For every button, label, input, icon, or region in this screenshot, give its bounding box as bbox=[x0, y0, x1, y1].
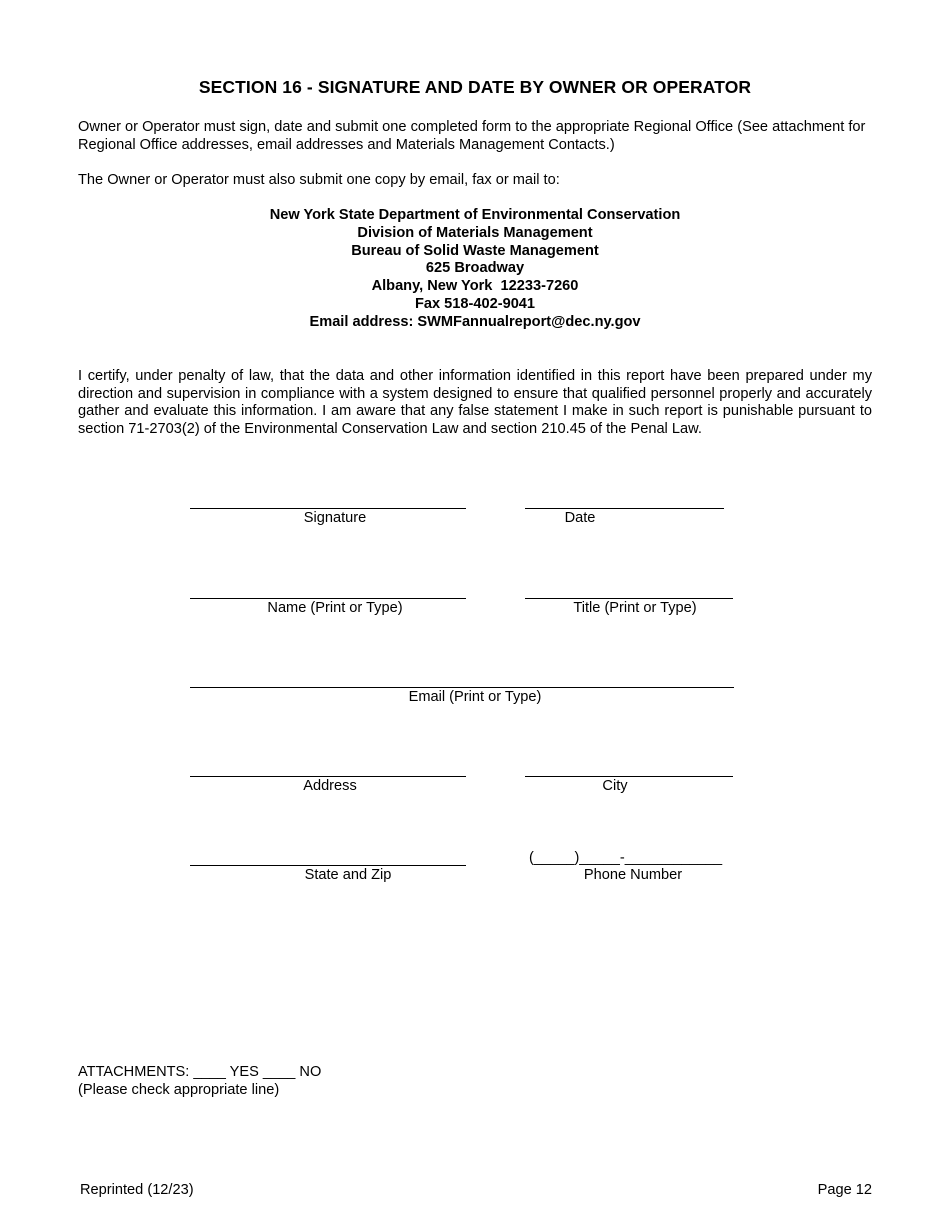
email-address: Email address: SWMFannualreport@dec.ny.gov bbox=[309, 313, 641, 330]
city-label: City bbox=[602, 778, 628, 794]
city-state-zip: Albany, New York 12233-7260 bbox=[371, 278, 579, 295]
reprinted-date: Reprinted (12/23) bbox=[80, 1182, 194, 1198]
address-line[interactable] bbox=[190, 776, 466, 777]
title-line[interactable] bbox=[525, 598, 733, 599]
email-line[interactable] bbox=[190, 687, 734, 688]
signature-line[interactable] bbox=[190, 508, 466, 509]
certification-statement: I certify, under penalty of law, that the data and other information identified in this report have been prepared under my direction and supervision in compliance with a system designed to ensure that qualified personnel properly and accurately gather and evaluate this information. I am aware that any false statement I make in such report is punishable pursuant to section 71-2703(2) of the Environmental Conservation Law and section 210.45 of the Penal Law. bbox=[78, 368, 872, 437]
date-line[interactable] bbox=[525, 508, 724, 509]
section-title: SECTION 16 - SIGNATURE AND DATE BY OWNER OR OPERATOR bbox=[198, 77, 752, 97]
state-zip-label: State and Zip bbox=[304, 867, 392, 883]
copy-instructions: The Owner or Operator must also submit one copy by email, fax or mail to: bbox=[78, 172, 560, 188]
state-zip-line[interactable] bbox=[190, 865, 466, 866]
date-label: Date bbox=[564, 510, 596, 526]
phone-label: Phone Number bbox=[583, 867, 683, 883]
division-name: Division of Materials Management bbox=[357, 224, 593, 241]
address-label: Address bbox=[303, 778, 357, 794]
email-label: Email (Print or Type) bbox=[408, 689, 542, 705]
phone-number-field[interactable]: (_____)_____-____________ bbox=[529, 850, 723, 866]
agency-name: New York State Department of Environmental Conservation bbox=[269, 207, 681, 223]
signature-label: Signature bbox=[303, 510, 367, 526]
bureau-name: Bureau of Solid Waste Management bbox=[351, 242, 599, 259]
name-line[interactable] bbox=[190, 598, 466, 599]
city-line[interactable] bbox=[525, 776, 733, 777]
attachments-note: (Please check appropriate line) bbox=[78, 1082, 280, 1098]
attachments-choice[interactable]: ATTACHMENTS: ____ YES ____ NO bbox=[78, 1064, 322, 1080]
street-address: 625 Broadway bbox=[425, 260, 525, 277]
name-label: Name (Print or Type) bbox=[267, 600, 403, 616]
mailing-address bbox=[0, 207, 950, 332]
title-label: Title (Print or Type) bbox=[573, 600, 697, 616]
page-number: Page 12 bbox=[817, 1182, 872, 1198]
instructions-paragraph: Owner or Operator must sign, date and submit one completed form to the appropriate Regional Office (See attachment for Regional Office addresses, email addresses and Materials Management Contacts.) bbox=[78, 119, 866, 153]
fax-number: Fax 518-402-9041 bbox=[414, 295, 536, 312]
